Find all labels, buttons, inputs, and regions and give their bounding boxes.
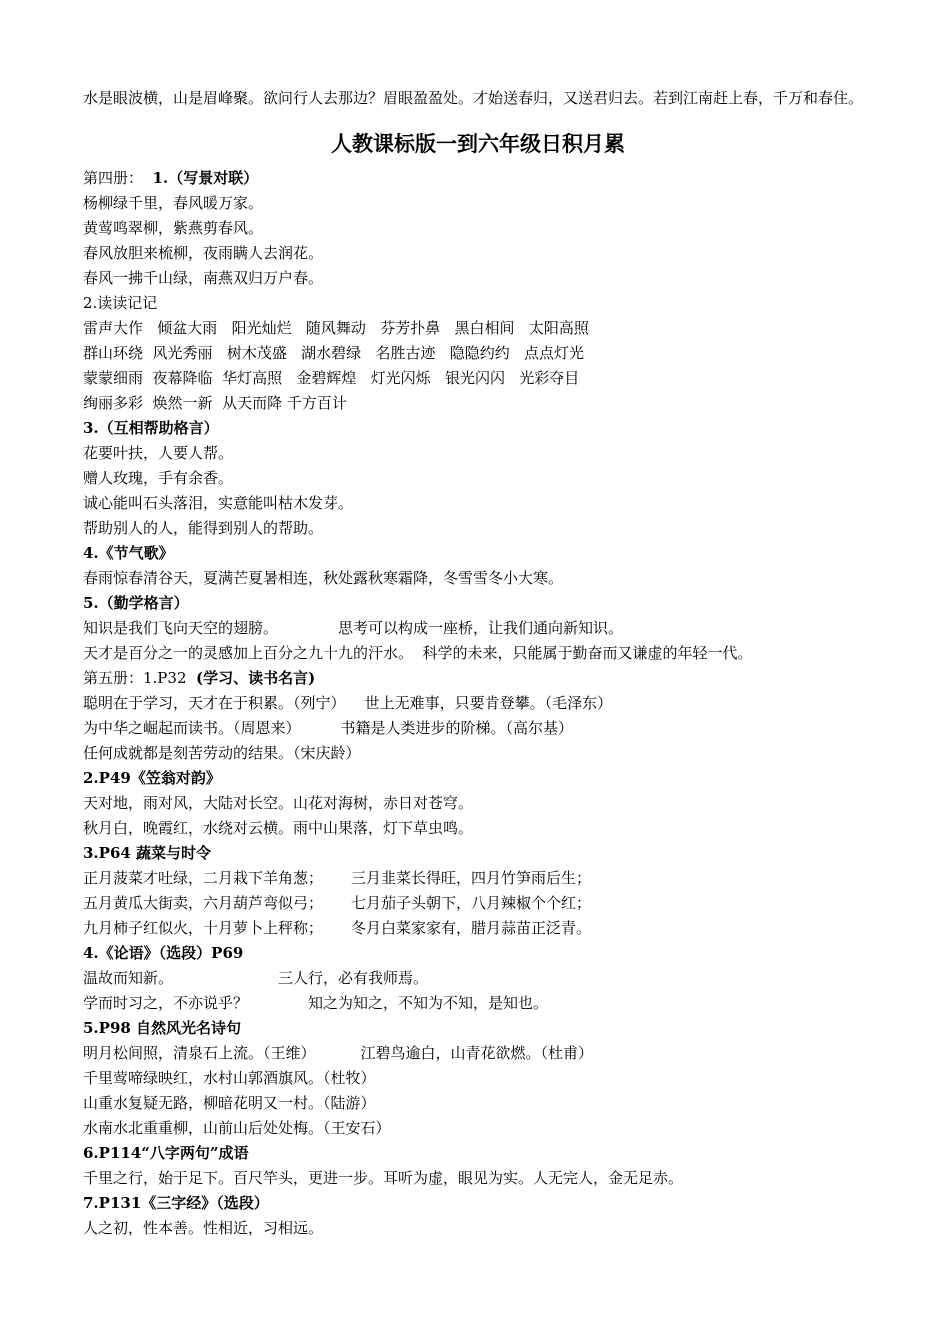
section-heading: 2.P49《笠翁对韵》 (83, 769, 221, 787)
section-heading: 6.P114“八字两句”成语 (83, 1144, 249, 1162)
line-text: 秋月白，晚霞红，水绕对云横。雨中山果落，灯下草虫鸣。 (83, 819, 474, 837)
document-page (83, 86, 873, 1241)
content-lines (83, 166, 873, 1241)
text-line (83, 166, 873, 191)
line-text: 任何成就都是刻苦劳动的结果。（宋庆龄） (83, 744, 361, 762)
text-line (83, 716, 873, 741)
line-text: 蒙蒙细雨 夜幕降临 华灯高照 金碧辉煌 灯光闪烁 银光闪闪 光彩夺目 (83, 369, 580, 387)
line-text: 正月菠菜才吐绿，二月栽下羊角葱； (83, 869, 324, 887)
line-text: 春风一拂千山绿，南燕双归万户春。 (83, 269, 324, 287)
line-text: 黄莺鸣翠柳，紫燕剪春风。 (83, 219, 264, 237)
text-line (83, 1116, 873, 1141)
text-line (83, 316, 873, 341)
line-text: 春雨惊春清谷天，夏满芒夏暑相连，秋处露秋寒霜降，冬雪雪冬小大寒。 (83, 569, 564, 587)
line-text: 千里莺啼绿映红，水村山郭酒旗风。（杜牧） (83, 1069, 376, 1087)
text-line (83, 741, 873, 766)
line-text: 知识是我们飞向天空的翅膀。 (83, 619, 279, 637)
line-text: 三人行，必有我师焉。 (278, 969, 429, 987)
text-line (83, 391, 873, 416)
section-heading: 5.（勤学格言） (83, 594, 189, 612)
text-line (83, 641, 873, 666)
line-text: 山重水复疑无路，柳暗花明又一村。（陆游） (83, 1094, 376, 1112)
line-text: 思考可以构成一座桥，让我们通向新知识。 (338, 619, 624, 637)
text-line (83, 1141, 873, 1166)
line-text: 九月柿子红似火，十月萝卜上秤称； (83, 919, 324, 937)
line-text: 第五册：1.P32 (83, 669, 197, 687)
text-line (83, 366, 873, 391)
text-line (83, 916, 873, 941)
line-text: 冬月白菜家家有，腊月蒜苗正泛青。 (351, 919, 592, 937)
text-line (83, 516, 873, 541)
text-line (83, 941, 873, 966)
section-heading: 3.P64 蔬菜与时令 (83, 844, 212, 862)
text-line (83, 966, 873, 991)
line-text: 聪明在于学习，天才在于积累。（列宁） 世上无难事，只要肯登攀。（毛泽东） (83, 694, 613, 712)
line-text: 群山环绕 风光秀丽 树木茂盛 湖水碧绿 名胜古迹 隐隐约约 点点灯光 (83, 344, 585, 362)
text-line (83, 841, 873, 866)
line-text: 第四册： (83, 169, 153, 187)
text-line (83, 416, 873, 441)
line-text: 绚丽多彩 焕然一新 从天而降 千方百计 (83, 394, 347, 412)
text-line (83, 691, 873, 716)
intro-paragraph: 水是眼波横，山是眉峰聚。欲问行人去那边？眉眼盈盈处。才始送春归，又送君归去。若到江南赶上春，千万和春住。 (83, 89, 864, 107)
section-heading: 1.（写景对联） (152, 169, 259, 187)
text-line (83, 1091, 873, 1116)
text-line (83, 566, 873, 591)
line-text: 2.读读记记 (83, 294, 158, 312)
section-heading: 5.P98 自然风光名诗句 (83, 1019, 242, 1037)
text-line (83, 191, 873, 216)
line-text: 明月松间照，清泉石上流。（王维） (83, 1044, 316, 1062)
text-line (83, 291, 873, 316)
line-text: 书籍是人类进步的阶梯。（高尔基） (340, 719, 574, 737)
text-line (83, 816, 873, 841)
section-heading: 4.《论语》（选段）P69 (83, 944, 244, 962)
text-line (83, 491, 873, 516)
text-line (83, 891, 873, 916)
line-text: 千里之行，始于足下。百尺竿头，更进一步。耳听为虚，眼见为实。人无完人，金无足赤。 (83, 1169, 684, 1187)
text-line (83, 766, 873, 791)
line-text: 三月韭菜长得旺，四月竹笋雨后生； (351, 869, 592, 887)
line-text: 杨柳绿千里，春风暖万家。 (83, 194, 264, 212)
line-text: 江碧鸟逾白，山青花欲燃。（杜甫） (360, 1044, 594, 1062)
text-line (83, 591, 873, 616)
line-text: 天才是百分之一的灵感加上百分之九十九的汗水。 科学的未来，只能属于勤奋而又谦虚的年轻一代。 (83, 644, 753, 662)
line-text: 花要叶扶，人要人帮。 (83, 444, 234, 462)
line-text: 天对地，雨对风，大陆对长空。山花对海树，赤日对苍穹。 (83, 794, 474, 812)
section-heading: 3.（互相帮助格言） (83, 419, 219, 437)
line-text: 赠人玫瑰，手有余香。 (83, 469, 234, 487)
section-heading: 7.P131《三字经》（选段） (83, 1194, 269, 1212)
text-line (83, 1066, 873, 1091)
line-text: 五月黄瓜大街卖，六月葫芦弯似弓； (83, 894, 324, 912)
line-text: 为中华之崛起而读书。（周恩来） (83, 719, 301, 737)
section-heading: 4.《节气歌》 (83, 544, 174, 562)
line-text: 水南水北重重柳，山前山后处处梅。（王安石） (83, 1119, 391, 1137)
section-heading: (学习、读书名言) (196, 669, 316, 687)
line-text: 学而时习之，不亦说乎？ (83, 994, 249, 1012)
line-text: 帮助别人的人，能得到别人的帮助。 (83, 519, 324, 537)
text-line (83, 616, 873, 641)
text-line (83, 866, 873, 891)
text-line (83, 1166, 873, 1191)
text-line (83, 441, 873, 466)
line-text: 温故而知新。 (83, 969, 174, 987)
line-text: 知之为知之，不知为不知，是知也。 (308, 994, 549, 1012)
line-text: 雷声大作 倾盆大雨 阳光灿烂 随风舞动 芬芳扑鼻 黑白相间 太阳高照 (83, 319, 589, 337)
text-line (83, 241, 873, 266)
text-line (83, 266, 873, 291)
line-text: 七月茄子头朝下，八月辣椒个个红； (351, 894, 592, 912)
text-line (83, 1016, 873, 1041)
text-line (83, 1216, 873, 1241)
text-line (83, 216, 873, 241)
text-line (83, 1191, 873, 1216)
text-line (83, 791, 873, 816)
text-line (83, 991, 873, 1016)
text-line (83, 1041, 873, 1066)
line-text: 春风放胆来梳柳，夜雨瞒人去润花。 (83, 244, 324, 262)
text-line (83, 466, 873, 491)
text-line (83, 666, 873, 691)
text-line (83, 541, 873, 566)
line-text: 人之初，性本善。性相近，习相远。 (83, 1219, 324, 1237)
document-title: 人教课标版一到六年级日积月累 (331, 131, 625, 156)
text-line (83, 341, 873, 366)
line-text: 诚心能叫石头落泪，实意能叫枯木发芽。 (83, 494, 354, 512)
